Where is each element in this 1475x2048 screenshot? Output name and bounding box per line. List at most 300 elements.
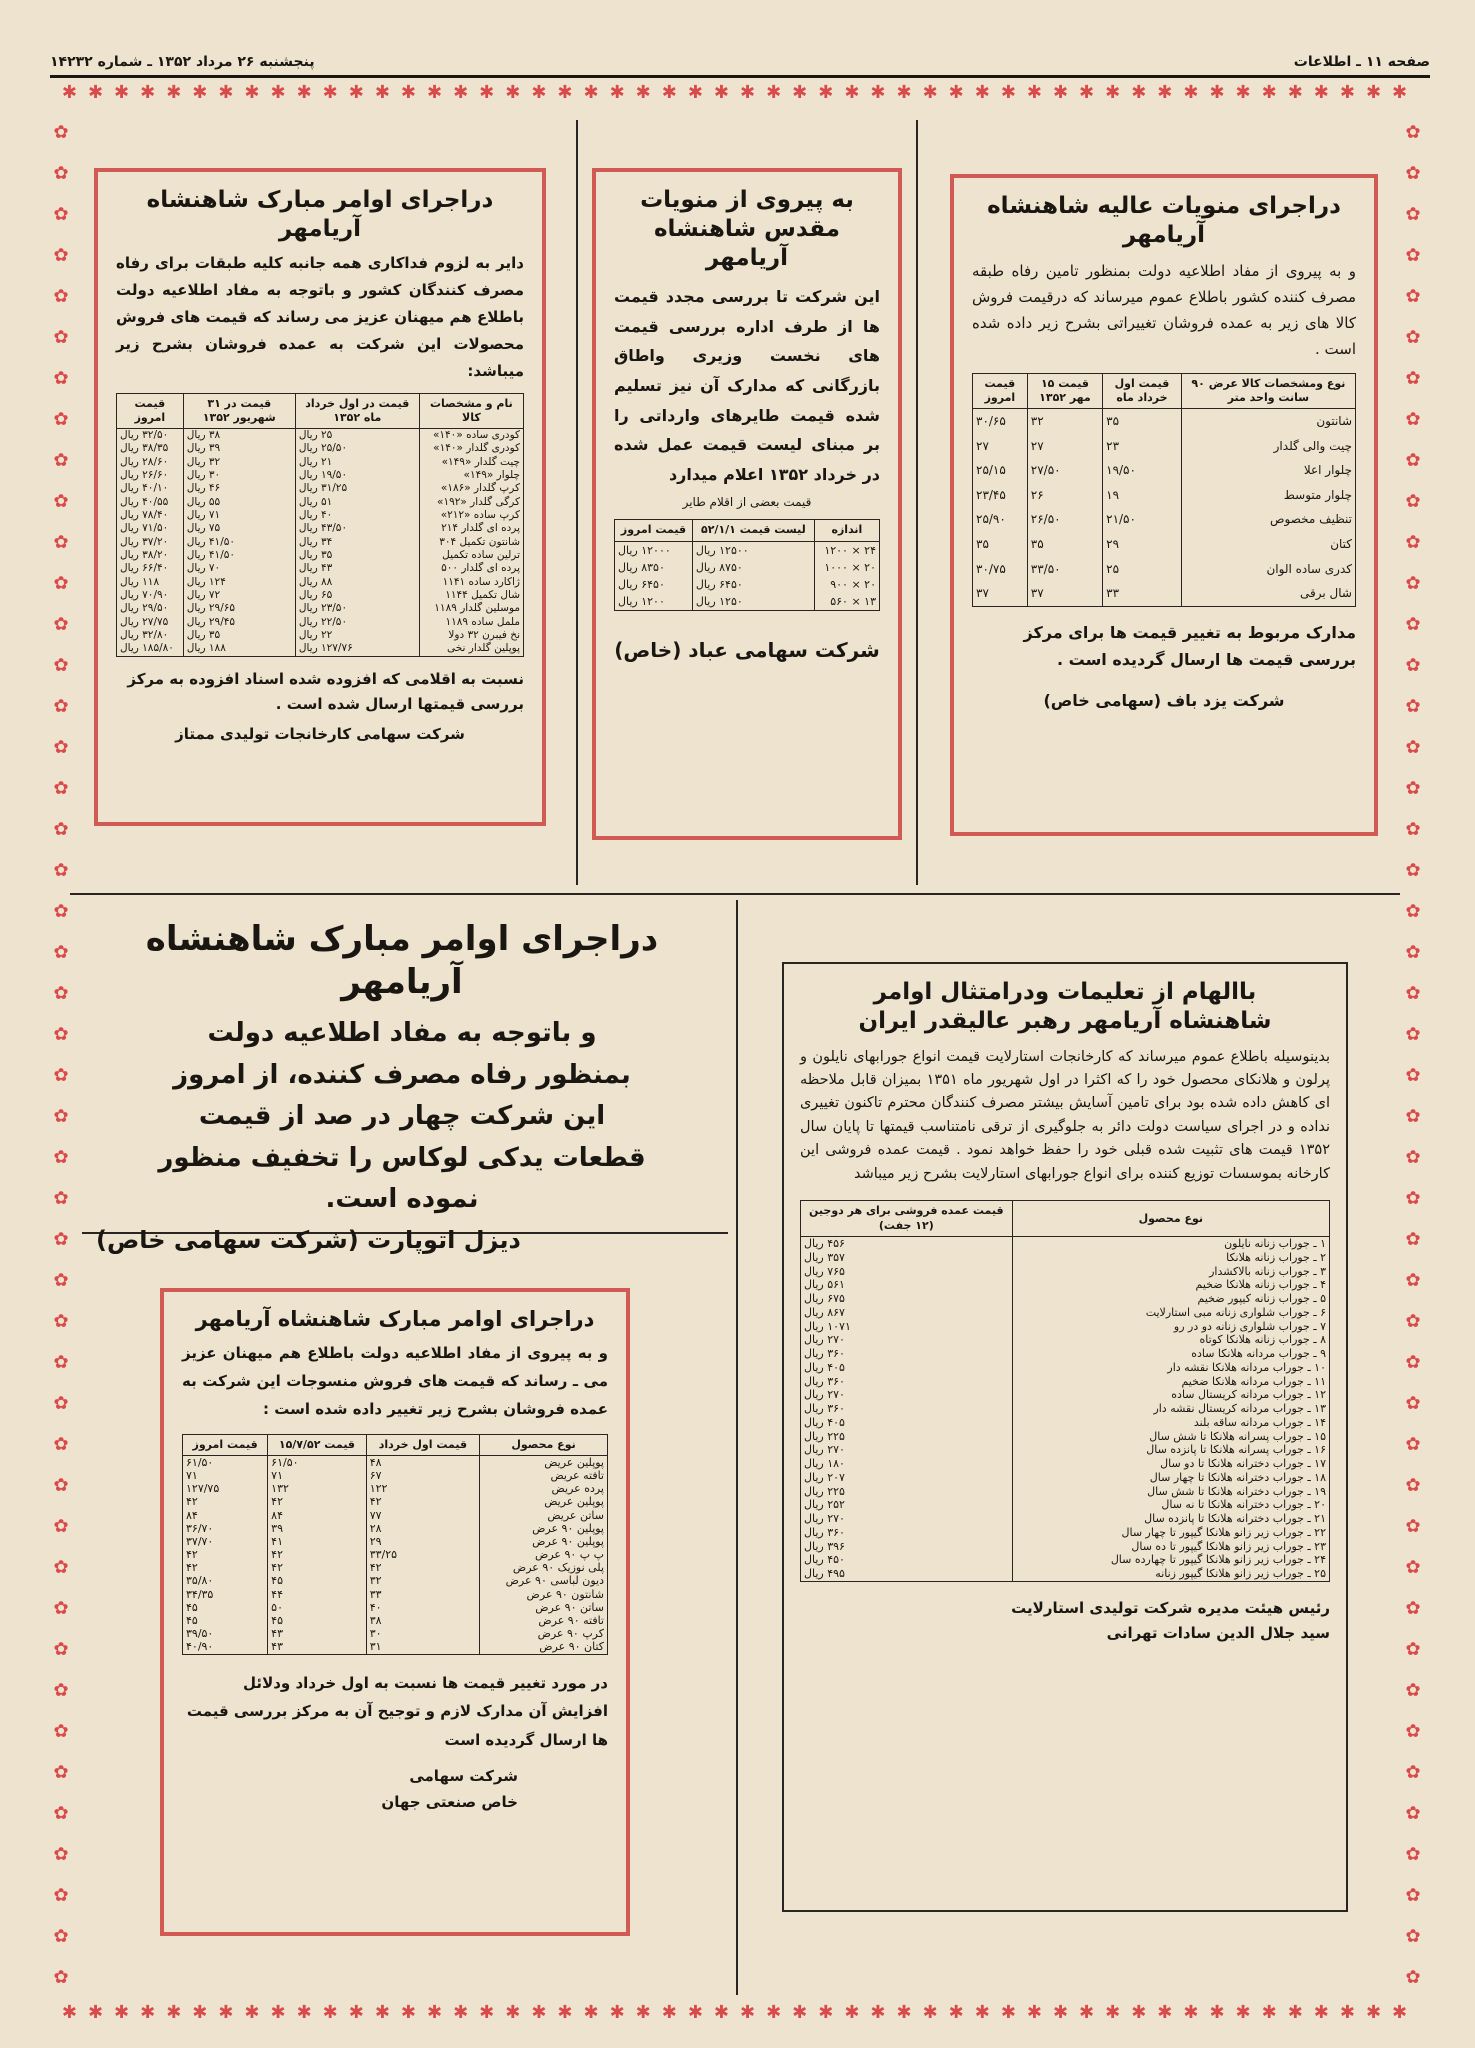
table-cell: ۱۳۲ [268, 1482, 367, 1495]
table-cell: ۱۵ ـ جوراب پسرانه هلانکا تا شش سال [1012, 1430, 1329, 1444]
table-cell: ۲۶/۵۰ [1027, 507, 1102, 532]
table-cell: ۲۳/۴۵ [973, 483, 1028, 508]
table-cell: ۶۵ ریال [295, 589, 419, 602]
table-row [801, 1526, 1330, 1540]
table-cell: چلوار متوسط [1181, 483, 1355, 508]
table-cell: ۳۵ ریال [183, 629, 295, 642]
table-row [183, 1574, 608, 1587]
bottom-star-border: ✱✱✱✱✱✱✱✱✱✱✱✱✱✱✱✱✱✱✱✱✱✱✱✱✱✱✱✱✱✱✱✱✱✱✱✱✱✱✱✱✱✱✱✱✱✱✱✱✱✱✱✱ [61, 2002, 1419, 2023]
table-cell: ۳۰ [366, 1627, 479, 1640]
table-row [117, 509, 524, 522]
issue-date: پنجشنبه ۲۶ مرداد ۱۳۵۲ ـ شماره ۱۴۲۳۲ [50, 54, 315, 70]
table-cell: ۲۱ ـ جوراب دخترانه هلانکا تا پانزده سال [1012, 1512, 1329, 1526]
table-cell: ۲۸/۶۰ ریال [117, 456, 184, 469]
table-cell: ۱۱ ـ جوراب مردانه هلانکا ضخیم [1012, 1375, 1329, 1389]
table-cell: ۴۱ [268, 1535, 367, 1548]
table-cell: ۳۷/۷۰ [183, 1535, 268, 1548]
table-cell: ۲۷ [1027, 434, 1102, 459]
table-cell: ۶۴۵۰ ریال [692, 576, 814, 593]
table-cell: ۴۰/۱۰ ریال [117, 482, 184, 495]
table-cell: ۲۷۰ ریال [801, 1512, 1013, 1526]
table-cell: ۱۸۸ ریال [183, 642, 295, 656]
column-header: قیمت در اول خرداد ماه ۱۳۵۲ [295, 393, 419, 429]
table-cell: ۳۴ ریال [295, 536, 419, 549]
table-row [973, 458, 1356, 483]
table-cell: پوپلین عریض [480, 1495, 608, 1508]
table-cell: ۷۰/۹۰ ریال [117, 589, 184, 602]
table-row [183, 1561, 608, 1574]
table-cell: ۵۱ ریال [295, 496, 419, 509]
table-cell: ۴۰/۹۰ [183, 1640, 268, 1654]
table-cell: پوپلین گلدار نخی [419, 642, 523, 656]
table-row [801, 1443, 1330, 1457]
table-cell: ۴۸ [366, 1455, 479, 1469]
table-row [973, 507, 1356, 532]
table-cell: کودری گلدار «۱۴۰» [419, 442, 523, 455]
ad-title: باالهام از تعلیمات ودرامتثال اوامر شاهنشاه آریامهر رهبر عالیقدر ایران [858, 979, 1272, 1034]
table-cell: ۳۵ [973, 532, 1028, 557]
table-cell: ۱۳ ـ جوراب مردانه کریستال نقشه دار [1012, 1402, 1329, 1416]
table-cell: ۷۷ [366, 1509, 479, 1522]
table-cell: ۲ ـ جوراب زنانه هلانکا [1012, 1251, 1329, 1265]
table-cell: کودری ساده «۱۴۰» [419, 429, 523, 443]
table-row [117, 469, 524, 482]
table-cell: ۲۵ ریال [295, 429, 419, 443]
table-cell: ۶۴۵۰ ریال [615, 576, 693, 593]
table-row [801, 1265, 1330, 1279]
table-cell: چیت والی گلدار [1181, 434, 1355, 459]
table-cell: ۴۱/۵۰ ریال [183, 536, 295, 549]
table-cell: ۴۰ ریال [295, 509, 419, 522]
table-row [183, 1627, 608, 1640]
table-cell: ۲۹/۶۵ ریال [183, 602, 295, 615]
column-header: قیمت اول خرداد [366, 1434, 479, 1455]
table-row [801, 1430, 1330, 1444]
ad-title: دراجرای اوامر مبارک شاهنشاه آریامهر [195, 1307, 595, 1331]
ad-title: به پیروی از منویات مقدس شاهنشاه آریامهر [640, 187, 854, 271]
table-row [801, 1237, 1330, 1251]
table-cell: ۴۲ [268, 1548, 367, 1561]
ad-signature: دیزل اتوپارت (شرکت سهامی خاص) [96, 1225, 521, 1254]
ad-abad [592, 168, 902, 840]
table-cell: ۳۳/۲۵ [366, 1548, 479, 1561]
table-cell: ۲۴ ـ جوراب زیر زانو هلانکا گیپور تا چهارده سال [1012, 1553, 1329, 1567]
table-cell: ۸۸ ریال [295, 576, 419, 589]
table-cell: ۳۹ ریال [183, 442, 295, 455]
table-cell: شال برقی [1181, 581, 1355, 606]
table-cell: ۲۹/۵۰ ریال [117, 602, 184, 615]
table-cell: کتان ۹۰ عرض [480, 1640, 608, 1654]
column-header: نوع محصول [480, 1434, 608, 1455]
table-cell: ۴۵۶ ریال [801, 1237, 1013, 1251]
table-cell: نخ فیبرن ۳۲ دولا [419, 629, 523, 642]
table-cell: ۴۵۰ ریال [801, 1553, 1013, 1567]
table-cell: ۸۷۵۰ ریال [692, 559, 814, 576]
table-cell: ۴۲ [366, 1561, 479, 1574]
table-cell: ۲۶ [1027, 483, 1102, 508]
table-row [801, 1347, 1330, 1361]
table-cell: ۳۷/۲۰ ریال [117, 536, 184, 549]
price-table [614, 519, 880, 610]
table-cell: چیت گلدار «۱۴۹» [419, 456, 523, 469]
table-cell: ۷۲ ریال [183, 589, 295, 602]
column-rule-left [576, 120, 578, 885]
ad-title: دراجرای اوامر مبارک شاهنشاه آریامهر [146, 187, 494, 242]
table-cell: ۴۲ [268, 1561, 367, 1574]
table-cell: ۸۴ [183, 1509, 268, 1522]
table-row [117, 522, 524, 535]
table-cell: ۳۲/۵۰ ریال [117, 429, 184, 443]
top-star-border: ✱✱✱✱✱✱✱✱✱✱✱✱✱✱✱✱✱✱✱✱✱✱✱✱✱✱✱✱✱✱✱✱✱✱✱✱✱✱✱✱✱✱✱✱✱✱✱✱✱✱✱✱ [61, 82, 1419, 103]
table-cell: ۱۷ ـ جوراب دخترانه هلانکا تا دو سال [1012, 1457, 1329, 1471]
table-cell: ۳۶۰ ریال [801, 1526, 1013, 1540]
table-cell: ۵۰ [268, 1601, 367, 1614]
ad-signature: شرکت یزد باف (سهامی خاص) [1043, 691, 1285, 711]
table-cell: ۴۴ [268, 1588, 367, 1601]
table-cell: ۴ ـ جوراب زنانه هلانکا ضخیم [1012, 1278, 1329, 1292]
table-row [801, 1278, 1330, 1292]
table-cell: ترلین ساده تکمیل [419, 549, 523, 562]
table-row [117, 442, 524, 455]
table-cell: ۳۰/۶۵ [973, 409, 1028, 434]
ad-yazdbaf [950, 174, 1378, 836]
table-cell: ۱۲۷/۷۶ ریال [295, 642, 419, 656]
table-cell: ۳۱ [366, 1640, 479, 1654]
table-row [183, 1469, 608, 1482]
ad-note: مدارک مربوط به تغییر قیمت ها برای مرکز بررسی قیمت ها ارسال گردیده است . [1023, 622, 1356, 670]
table-cell: تافته عریض [480, 1469, 608, 1482]
table-row [801, 1498, 1330, 1512]
left-flower-border: ✿ ✿ ✿ ✿ ✿ ✿ ✿ ✿ ✿ ✿ ✿ ✿ ✿ ✿ ✿ ✿ ✿ ✿ ✿ ✿ ✿ ✿ ✿ ✿ ✿ ✿ ✿ ✿ ✿ ✿ ✿ ✿ ✿ ✿ ✿ ✿ ✿ ✿ ✿ ✿ ✿ ✿ ✿ ✿ ✿ ✿ [53, 122, 69, 1988]
table-row [973, 434, 1356, 459]
table-cell: ۱۹ ـ جوراب دخترانه هلانکا تا شش سال [1012, 1485, 1329, 1499]
table-cell: ۱۲۰۰۰ ریال [615, 541, 693, 559]
table-cell: ۱۲۵۰۰ ریال [692, 541, 814, 559]
table-cell: کتان [1181, 532, 1355, 557]
ad-body: و باتوجه به مفاد اطلاعیه دولت بمنظور رفاه مصرف کننده، از امروز این شرکت چهار در صد از قیمت قطعات یدکی لوکاس را تخفیف منظور نموده است. [158, 1018, 646, 1215]
table-cell: ۳۵/۸۰ [183, 1574, 268, 1587]
ad-signature: شرکت سهامی کارخانجات تولیدی ممتاز [175, 724, 465, 743]
table-cell: پوپلین ۹۰ عرض [480, 1535, 608, 1548]
table-caption: قیمت بعضی از اقلام طایر [682, 495, 812, 510]
table-row [801, 1402, 1330, 1416]
ad-signature: رئیس هیئت مدیره شرکت تولیدی استارلایت [1011, 1598, 1330, 1617]
ad-body: و به پیروی از مفاد اطلاعیه دولت باطلاع هم میهنان عزیز می ـ رساند که قیمت های فروش منسوجات این شرکت به عمده فروشان بشرح زیر تغییر داده شده است : [182, 1344, 608, 1418]
table-cell: ۲۹ [1103, 532, 1182, 557]
table-cell: ۲۷ [973, 434, 1028, 459]
table-cell: ۴۰۵ ریال [801, 1361, 1013, 1375]
ad-starlight [782, 962, 1348, 1912]
table-cell: ۲۴ × ۱۲۰۰ [814, 541, 879, 559]
table-cell: ۲۵/۱۵ [973, 458, 1028, 483]
table-cell: ۱۳ × ۵۶۰ [814, 593, 879, 611]
table-cell: ۴۳ [268, 1640, 367, 1654]
table-cell: چلوار اعلا [1181, 458, 1355, 483]
column-header: نام و مشخصات کالا [419, 393, 523, 429]
table-row [801, 1540, 1330, 1554]
table-cell: ۳۸ ریال [183, 429, 295, 443]
table-cell: ۱۲۴ ریال [183, 576, 295, 589]
table-cell: ساتن ۹۰ عرض [480, 1601, 608, 1614]
ad-body: و به پیروی از مفاد اطلاعیه دولت بمنظور تامین رفاه طبقه مصرف کننده کشور باطلاع عموم میرساند که درقیمت فروش کالا های زیر به عمده فروشان تغییراتی بشرح زیر داده شده است . [972, 261, 1356, 359]
page-label: صفحه ۱۱ ـ اطلاعات [1293, 54, 1430, 70]
table-row [117, 496, 524, 509]
column-header: نوع محصول [1012, 1201, 1329, 1237]
table-cell: موسلین گلدار ۱۱۸۹ [419, 602, 523, 615]
table-row [801, 1320, 1330, 1334]
table-cell: ساتن عریض [480, 1509, 608, 1522]
table-cell: ۱۲۵۰ ریال [692, 593, 814, 611]
table-cell: ۶۷ [366, 1469, 479, 1482]
table-cell: ۸۶۷ ریال [801, 1306, 1013, 1320]
table-cell: ۴۳ ریال [295, 562, 419, 575]
table-cell: ۷۰ ریال [183, 562, 295, 575]
table-row [801, 1512, 1330, 1526]
table-cell: ۳۸ [366, 1614, 479, 1627]
ad-body: بدینوسیله باطلاع عموم میرساند که کارخانجات استارلایت قیمت انواع جورابهای نایلون و پرلون و هلانکای محصول خود را که اکثرا در اول شهریور ماه ۱۳۵۱ بمیزان قابل ملاحظه ای کاهش داده شده بود برای تامین آسایش بیشتر مصرف کنندگان محترم تاکنون تغییری نداده و در اجرای سیاست دولت دائر به جلوگیری از ترقی نامتناسب قیمتها تا پایان سال ۱۳۵۲ قیمت های تثبیت شده قبلی خود را حفظ خواهد نمود . قیمت عمده فروشی این کارخانه بموسسات توزیع کننده برای انواع جورابهای استارلایت بشرح زیر میباشد [800, 1048, 1330, 1182]
table-cell: ۲۲ ـ جوراب زیر زانو هلانکا گیپور تا چهار سال [1012, 1526, 1329, 1540]
table-cell: دیون لباسی ۹۰ عرض [480, 1574, 608, 1587]
table-cell: ژاکارد ساده ۱۱۴۱ [419, 576, 523, 589]
table-row [801, 1388, 1330, 1402]
table-cell: ۳۵۷ ریال [801, 1251, 1013, 1265]
table-cell: ۲۹/۴۵ ریال [183, 616, 295, 629]
table-cell: ۳۶۰ ریال [801, 1347, 1013, 1361]
table-cell: ۱۲۰۰ ریال [615, 593, 693, 611]
table-cell: ۲۷/۵۰ [1027, 458, 1102, 483]
table-cell: ۱۲ ـ جوراب مردانه کریستال ساده [1012, 1388, 1329, 1402]
table-cell: شانتون تکمیل ۳۰۴ [419, 536, 523, 549]
column-header: اندازه [814, 520, 879, 541]
price-table [800, 1200, 1330, 1581]
table-cell: ۲۵/۹۰ [973, 507, 1028, 532]
table-row [801, 1553, 1330, 1567]
table-row [117, 429, 524, 443]
ad-title: دراجرای منویات عالیه شاهنشاه آریامهر [987, 193, 1341, 248]
table-cell: ۷۱ [183, 1469, 268, 1482]
table-cell: ۱۱۸ ریال [117, 576, 184, 589]
table-row [973, 483, 1356, 508]
table-cell: ۳۵ ریال [295, 549, 419, 562]
column-rule-right [916, 120, 918, 885]
column-header: نوع ومشخصات کالا عرض ۹۰ سانت واحد متر [1181, 373, 1355, 409]
section-rule [70, 893, 1400, 895]
table-cell: پرده عریض [480, 1482, 608, 1495]
table-cell: ۳۷ [1027, 581, 1102, 606]
table-cell: ۳۶۰ ریال [801, 1402, 1013, 1416]
table-row [801, 1471, 1330, 1485]
ad-dieselauto [82, 918, 722, 1254]
column-rule-bottom [736, 900, 738, 1995]
table-cell: پرده ای گلدار ۵۰۰ [419, 562, 523, 575]
table-cell: ۳۷ [973, 581, 1028, 606]
table-row [801, 1416, 1330, 1430]
table-cell: ۳۵ [1103, 409, 1182, 434]
table-cell: ۳۶/۷۰ [183, 1522, 268, 1535]
table-row [183, 1614, 608, 1627]
table-cell: ۸۴ [268, 1509, 367, 1522]
table-row [615, 559, 880, 576]
column-header: قیمت امروز [183, 1434, 268, 1455]
table-cell: ۳۳ [366, 1588, 479, 1601]
table-cell: شانتون ۹۰ عرض [480, 1588, 608, 1601]
table-cell: ۶۶/۴۰ ریال [117, 562, 184, 575]
table-cell: ۲۰ ـ جوراب دخترانه هلانکا تا نه سال [1012, 1498, 1329, 1512]
table-cell: ۳۳ [1103, 581, 1182, 606]
ad-body: این شرکت تا بررسی مجدد قیمت ها از طرف اداره بررسی قیمت های نخست وزیری واطاق بازرگانی که مدارک آن نیز تسلیم شده قیمت طایرهای وارداتی را بر مبنای لیست قیمت عمل شده در خرداد ۱۳۵۲ اعلام میدارد [614, 287, 880, 484]
table-cell: پرده ای گلدار ۲۱۴ [419, 522, 523, 535]
table-cell: ۳۵ [1027, 532, 1102, 557]
column-header: قیمت ۱۵/۷/۵۲ [268, 1434, 367, 1455]
table-cell: ۳۱/۲۵ ریال [295, 482, 419, 495]
column-header: قیمت امروز [973, 373, 1028, 409]
table-row [801, 1375, 1330, 1389]
column-header: قیمت ۱۵ مهر ۱۳۵۲ [1027, 373, 1102, 409]
table-cell: ۴۵ [183, 1601, 268, 1614]
table-cell: ۴۵ [268, 1574, 367, 1587]
table-cell: ۴۲ [268, 1495, 367, 1508]
table-cell: ۷۸/۴۰ ریال [117, 509, 184, 522]
table-cell: ۴۲ [183, 1561, 268, 1574]
table-cell: ۲۳ [1103, 434, 1182, 459]
ad-note: نسبت به اقلامی که افزوده شده اسناد افزوده به مرکز بررسی قیمتها ارسال شده است . [127, 669, 524, 714]
table-cell: ۴۵ [268, 1614, 367, 1627]
table-row [117, 629, 524, 642]
table-cell: ۲۵ [1103, 557, 1182, 582]
table-cell: ۲۷۰ ریال [801, 1388, 1013, 1402]
table-cell: ۷۱ ریال [183, 509, 295, 522]
table-cell: ۶۱/۵۰ [183, 1455, 268, 1469]
table-cell: ۵۶۱ ریال [801, 1278, 1013, 1292]
table-cell: ۳۲ [366, 1574, 479, 1587]
table-cell: پوپلین عریض [480, 1455, 608, 1469]
page-header [50, 52, 1430, 78]
table-cell: ۲۵/۵۰ ریال [295, 442, 419, 455]
table-cell: تنظیف مخصوص [1181, 507, 1355, 532]
table-cell: ۲۵ ـ جوراب زیر زانو هلانکا گیپور زنانه [1012, 1567, 1329, 1581]
table-cell: ۸ ـ جوراب زنانه هلانکا کوتاه [1012, 1333, 1329, 1347]
table-cell: ۱ ـ جوراب زنانه نایلون [1012, 1237, 1329, 1251]
table-cell: ۴۰ [366, 1601, 479, 1614]
table-cell: ۲۱ ریال [295, 456, 419, 469]
table-cell: ۳۹ [268, 1522, 367, 1535]
right-flower-border: ✿ ✿ ✿ ✿ ✿ ✿ ✿ ✿ ✿ ✿ ✿ ✿ ✿ ✿ ✿ ✿ ✿ ✿ ✿ ✿ ✿ ✿ ✿ ✿ ✿ ✿ ✿ ✿ ✿ ✿ ✿ ✿ ✿ ✿ ✿ ✿ ✿ ✿ ✿ ✿ ✿ ✿ ✿ ✿ ✿ ✿ [1405, 122, 1421, 1988]
table-cell: شانتون [1181, 409, 1355, 434]
table-cell: ۳۸/۳۵ ریال [117, 442, 184, 455]
table-row [801, 1457, 1330, 1471]
table-cell: ململ ساده ۱۱۸۹ [419, 616, 523, 629]
table-row [183, 1522, 608, 1535]
table-cell: ۵۵ ریال [183, 496, 295, 509]
ad-title: دراجرای اوامر مبارک شاهنشاه آریامهر [145, 919, 659, 1002]
table-row [117, 589, 524, 602]
table-cell: کرپ ۹۰ عرض [480, 1627, 608, 1640]
table-cell: ۳۹۶ ریال [801, 1540, 1013, 1554]
table-cell: ۲۲/۵۰ ریال [295, 616, 419, 629]
table-cell: ۶۷۵ ریال [801, 1292, 1013, 1306]
table-cell: کرپ ساده «۲۱۲» [419, 509, 523, 522]
table-cell: پوپلین ۹۰ عرض [480, 1522, 608, 1535]
table-cell: ۳۸/۲۰ ریال [117, 549, 184, 562]
table-row [117, 536, 524, 549]
table-cell: ۳۰/۷۵ [973, 557, 1028, 582]
ad-body: دایر به لزوم فداکاری همه جانبه کلیه طبقات برای رفاه مصرف کنندگان کشور و باتوجه به مفاد اطلاعیه دولت باطلاع هم میهنان عزیز می رساند که قیمت های فروش محصولات این شرکت به عمده فروشان بشرح زیر میباشد: [116, 253, 524, 380]
table-cell: ۲۶/۶۰ ریال [117, 469, 184, 482]
table-cell: چلوار «۱۴۹» [419, 469, 523, 482]
table-cell: ۴۲ [183, 1495, 268, 1508]
table-row [801, 1292, 1330, 1306]
table-row [801, 1361, 1330, 1375]
table-cell: ۲۱/۵۰ [1103, 507, 1182, 532]
table-cell: ۳۶۰ ریال [801, 1375, 1013, 1389]
table-row [183, 1455, 608, 1469]
table-cell: ۱۸۰ ریال [801, 1457, 1013, 1471]
table-row [973, 581, 1356, 606]
table-cell: تافته ۹۰ عرض [480, 1614, 608, 1627]
table-cell: ۱۹ [1103, 483, 1182, 508]
column-header: قیمت اول خرداد ماه [1103, 373, 1182, 409]
table-cell: ۳۹/۵۰ [183, 1627, 268, 1640]
table-row [615, 593, 880, 611]
table-row [615, 576, 880, 593]
price-table [116, 393, 524, 657]
ad-signature: خاص صنعتی جهان [381, 1792, 518, 1811]
table-cell: ۴۱/۵۰ ریال [183, 549, 295, 562]
table-cell: ۲۳/۵۰ ریال [295, 602, 419, 615]
table-cell: ۱۰۷۱ ریال [801, 1320, 1013, 1334]
table-cell: کرپ گلدار «۱۸۶» [419, 482, 523, 495]
table-row [183, 1535, 608, 1548]
table-cell: ۳۴/۳۵ [183, 1588, 268, 1601]
table-row [183, 1588, 608, 1601]
table-cell: شال تکمیل ۱۱۴۴ [419, 589, 523, 602]
table-cell: پ پ ۹۰ عرض [480, 1548, 608, 1561]
table-row [615, 541, 880, 559]
table-row [183, 1601, 608, 1614]
table-row [183, 1495, 608, 1508]
column-header: قیمت در ۳۱ شهریور ۱۳۵۲ [183, 393, 295, 429]
table-cell: ۴۵ [183, 1614, 268, 1627]
table-cell: ۲۹ [366, 1535, 479, 1548]
table-cell: ۱۹/۵۰ [1103, 458, 1182, 483]
table-row [183, 1548, 608, 1561]
table-cell: ۸۳۵۰ ریال [615, 559, 693, 576]
table-cell: ۲۲۵ ریال [801, 1430, 1013, 1444]
table-cell: ۴۲ [183, 1548, 268, 1561]
table-row [801, 1333, 1330, 1347]
table-cell: ۴۳ [268, 1627, 367, 1640]
table-cell: ۱۰ ـ جوراب مردانه هلانکا نقشه دار [1012, 1361, 1329, 1375]
table-row [973, 557, 1356, 582]
table-row [183, 1482, 608, 1495]
table-cell: ۴۲ [366, 1495, 479, 1508]
table-cell: کدری ساده الوان [1181, 557, 1355, 582]
table-cell: ۳۳/۵۰ [1027, 557, 1102, 582]
table-cell: ۴۶ ریال [183, 482, 295, 495]
table-row [973, 532, 1356, 557]
column-header: قیمت امروز [117, 393, 184, 429]
table-cell: ۳۰ ریال [183, 469, 295, 482]
table-row [801, 1251, 1330, 1265]
table-cell: ۳ ـ جوراب زنانه بالاکشدار [1012, 1265, 1329, 1279]
column-header: قیمت عمده فروشی برای هر دوجین (۱۲ جفت) [801, 1201, 1013, 1237]
table-cell: ۷۵ ریال [183, 522, 295, 535]
table-cell: ۱۹/۵۰ ریال [295, 469, 419, 482]
table-cell: ۲۰ × ۹۰۰ [814, 576, 879, 593]
column-header: لیست قیمت ۵۲/۱/۱ [692, 520, 814, 541]
table-row [117, 456, 524, 469]
table-cell: ۱۶ ـ جوراب پسرانه هلانکا تا پانزده سال [1012, 1443, 1329, 1457]
